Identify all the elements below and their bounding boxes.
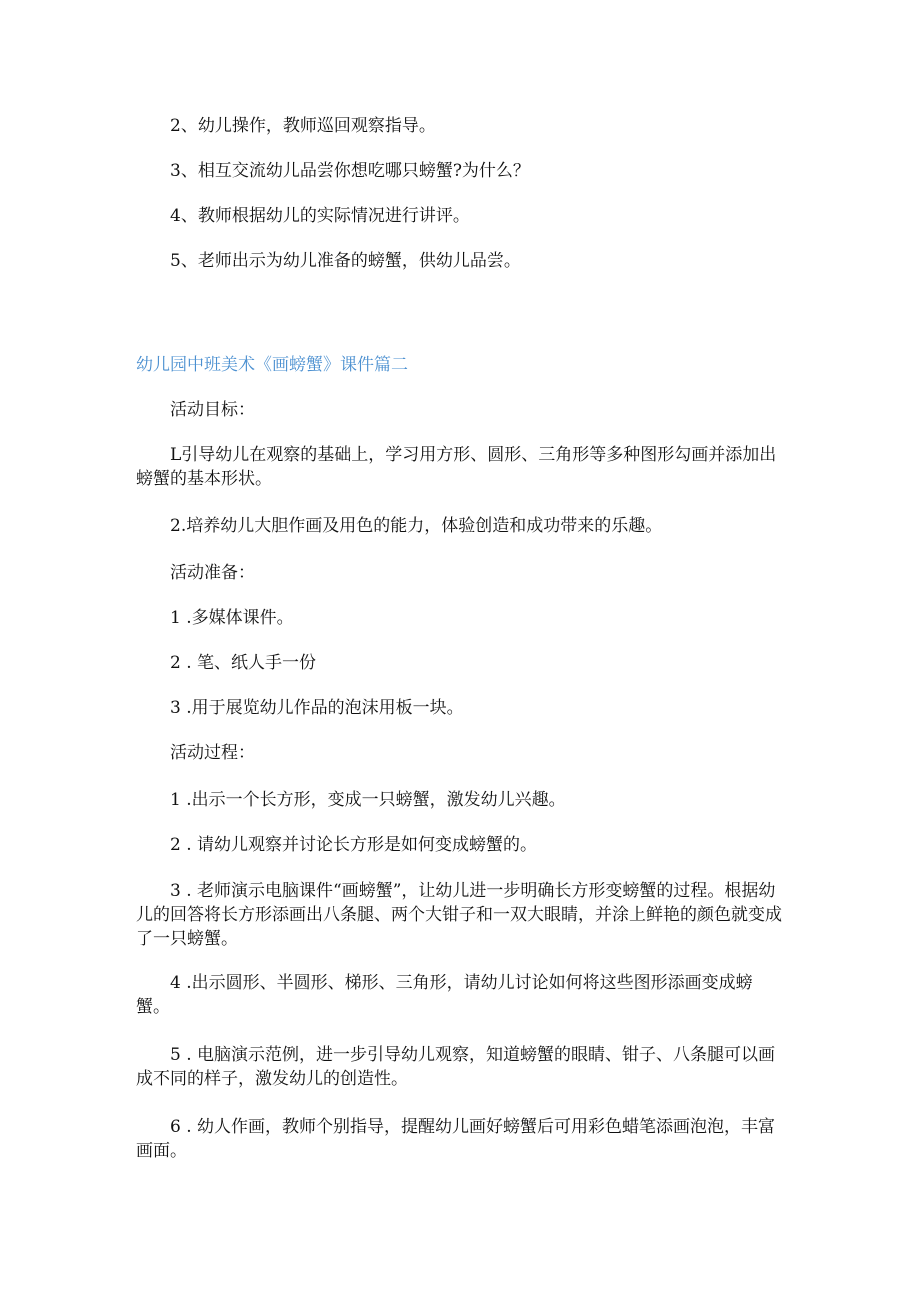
process-item-2: 2 . 请幼儿观察并讨论长方形是如何变成螃蟹的。 [170,835,538,855]
step-item-2: 2、幼儿操作，教师巡回观察指导。 [170,116,436,136]
process-label: 活动过程： [170,743,255,763]
section-heading: 幼儿园中班美术《画螃蟹》课件篇二 [136,355,408,375]
process-item-3: 3 . 老师演示电脑课件“画螃蟹”，让幼儿进一步明确长方形变螃蟹的过程。根据幼儿的回答将长方形添画出八条腿、两个大钳子和一双大眼睛，并涂上鲜艳的颜色就变成了一只螃蟹。 [136,881,782,949]
process-item-1: 1 .出示一个长方形，变成一只螃蟹，激发幼儿兴趣。 [170,790,566,810]
prep-item-1: 1 .多媒体课件。 [170,608,294,628]
goals-label: 活动目标： [170,400,255,420]
step-item-4: 4、教师根据幼儿的实际情况进行讲评。 [170,206,470,226]
goal-item-1: L引导幼儿在观察的基础上，学习用方形、圆形、三角形等多种图形勾画并添加出螃蟹的基本形状。 [136,445,777,489]
goal-item-2: 2.培养幼儿大胆作画及用色的能力，体验创造和成功带来的乐趣。 [170,516,663,536]
process-item-5: 5 . 电脑演示范例，进一步引导幼儿观察，知道螃蟹的眼睛、钳子、八条腿可以画成不同的样子，激发幼儿的创造性。 [136,1045,776,1089]
process-item-6: 6 . 幼人作画，教师个别指导，提醒幼儿画好螃蟹后可用彩色蜡笔添画泡泡，丰富画面。 [136,1117,776,1161]
prep-label: 活动准备： [170,563,255,583]
prep-item-3: 3 .用于展览幼儿作品的泡沫用板一块。 [170,698,464,718]
prep-item-2: 2 . 笔、纸人手一份 [170,653,317,673]
process-item-4: 4 .出示圆形、半圆形、梯形、三角形，请幼儿讨论如何将这些图形添画变成螃蟹。 [136,973,753,1017]
step-item-5: 5、老师出示为幼儿准备的螃蟹，供幼儿品尝。 [170,251,521,271]
step-item-3: 3、相互交流幼儿品尝你想吃哪只螃蟹?为什么？ [170,161,530,181]
